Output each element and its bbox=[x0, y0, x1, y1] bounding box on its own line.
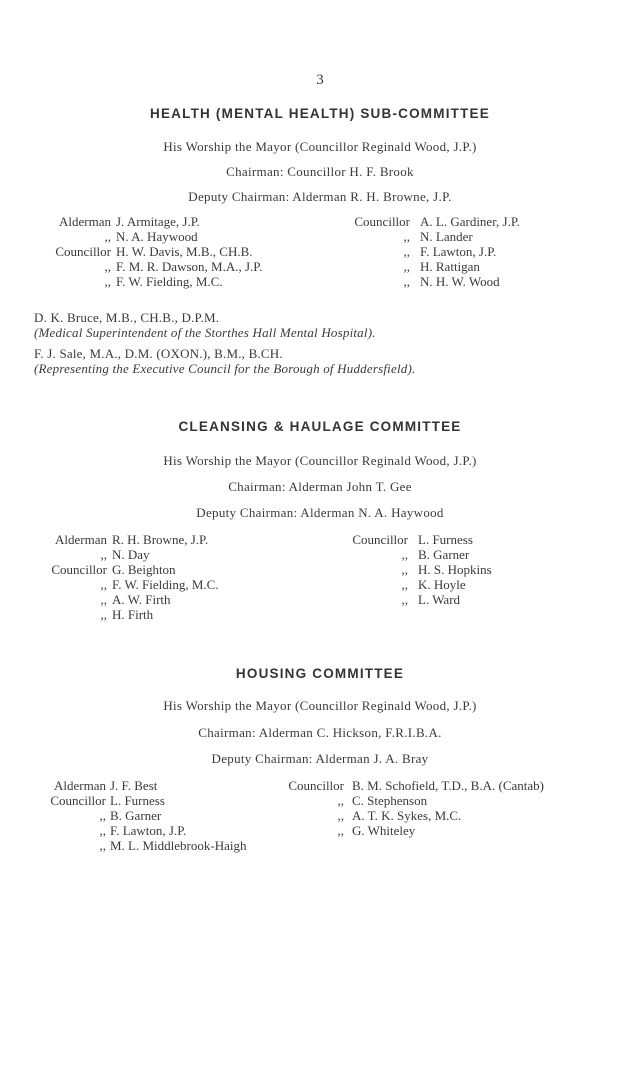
mayor-line: His Worship the Mayor (Councillor Reginald Wood, J.P.) bbox=[163, 139, 477, 154]
chairman-line: Chairman: Alderman John T. Gee bbox=[228, 479, 412, 494]
mayor-line: His Worship the Mayor (Councillor Reginald Wood, J.P.) bbox=[163, 698, 477, 713]
co-opted-member-name: D. K. Bruce, M.B., CH.B., D.P.M. bbox=[34, 310, 220, 325]
member-names-right: L. Furness B. Garner H. S. Hopkins K. Hoyle L. Ward bbox=[418, 532, 492, 607]
member-names-left: J. F. Best L. Furness B. Garner F. Lawton, J.P. M. L. Middlebrook-Haigh bbox=[110, 778, 247, 853]
mayor-line: His Worship the Mayor (Councillor Reginald Wood, J.P.) bbox=[163, 453, 477, 468]
chairman-line: Chairman: Councillor H. F. Brook bbox=[226, 164, 414, 179]
member-names-right: B. M. Schofield, T.D., B.A. (Cantab) C. Stephenson A. T. K. Sykes, M.C. G. Whiteley bbox=[352, 778, 544, 838]
section-heading-cleansing: CLEANSING & HAULAGE COMMITTEE bbox=[178, 419, 462, 434]
co-opted-member-role: (Medical Superintendent of the Storthes Hall Mental Hospital). bbox=[34, 325, 376, 340]
member-titles-right: Councillor ,, ,, ,, ,, bbox=[352, 532, 408, 607]
co-opted-member-name: F. J. Sale, M.A., D.M. (OXON.), B.M., B.CH. bbox=[34, 346, 283, 361]
deputy-chairman-line: Deputy Chairman: Alderman J. A. Bray bbox=[211, 751, 429, 766]
member-titles-right: Councillor ,, ,, ,, ,, bbox=[354, 214, 410, 289]
section-heading-housing: HOUSING COMMITTEE bbox=[235, 666, 405, 681]
deputy-chairman-line: Deputy Chairman: Alderman R. H. Browne, J.P. bbox=[188, 189, 452, 204]
chairman-line: Chairman: Alderman C. Hickson, F.R.I.B.A. bbox=[198, 725, 442, 740]
member-titles-left: Alderman ,, Councillor ,, ,, ,, bbox=[51, 532, 107, 622]
member-titles-left: Alderman ,, Councillor ,, ,, bbox=[55, 214, 111, 289]
deputy-chairman-line: Deputy Chairman: Alderman N. A. Haywood bbox=[196, 505, 444, 520]
page-number: 3 bbox=[316, 72, 324, 88]
co-opted-member-role: (Representing the Executive Council for the Borough of Huddersfield). bbox=[34, 361, 416, 376]
member-names-left: R. H. Browne, J.P. N. Day G. Beighton F. W. Fielding, M.C. A. W. Firth H. Firth bbox=[112, 532, 219, 622]
section-heading-health: HEALTH (MENTAL HEALTH) SUB-COMMITTEE bbox=[150, 106, 490, 121]
member-names-left: J. Armitage, J.P. N. A. Haywood H. W. Davis, M.B., CH.B. F. M. R. Dawson, M.A., J.P. F. W. Fielding, M.C. bbox=[116, 214, 263, 289]
member-titles-right: Councillor ,, ,, ,, bbox=[288, 778, 344, 838]
member-names-right: A. L. Gardiner, J.P. N. Lander F. Lawton, J.P. H. Rattigan N. H. W. Wood bbox=[420, 214, 520, 289]
member-titles-left: Alderman Councillor ,, ,, ,, bbox=[50, 778, 106, 853]
